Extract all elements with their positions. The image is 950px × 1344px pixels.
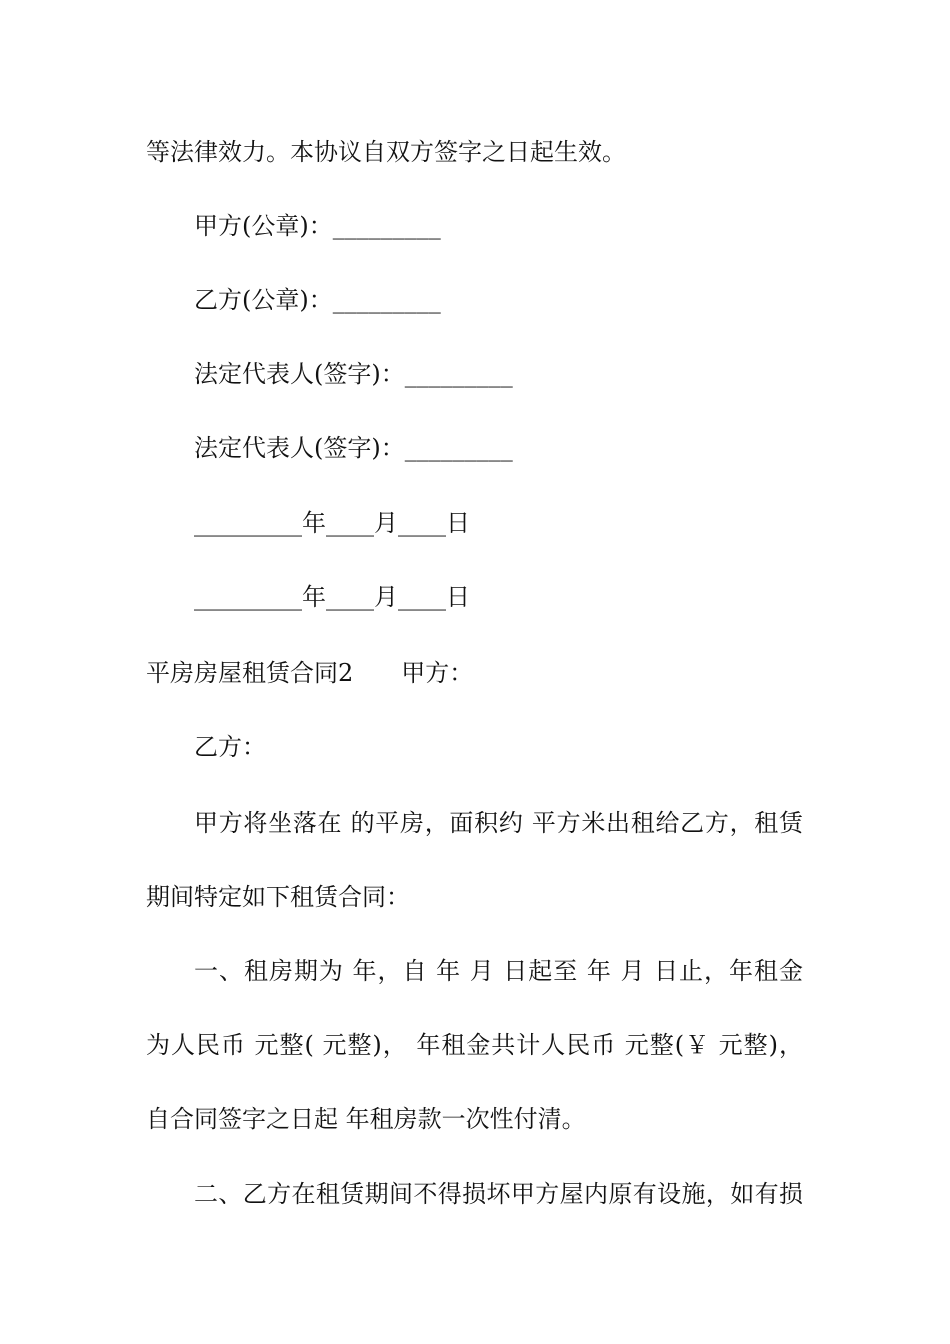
contract-title-line: 平房房屋租赁合同2 甲方：	[146, 659, 474, 687]
clause-one-line: 自合同签字之日起 年租房款一次性付清。	[146, 1105, 586, 1133]
clause-two-line: 二、乙方在租赁期间不得损坏甲方屋内原有设施，如有损	[194, 1180, 803, 1208]
paragraph-line: 期间特定如下租赁合同：	[146, 883, 410, 911]
legal-representative-signature-line: 法定代表人(签字)：_________	[194, 434, 513, 462]
party-b-seal-line: 乙方(公章)：_________	[194, 286, 441, 314]
date-line: _________年____月____日	[194, 509, 470, 537]
date-line: _________年____月____日	[194, 583, 470, 611]
legal-representative-signature-line: 法定代表人(签字)：_________	[194, 360, 513, 388]
paragraph-line: 甲方将坐落在 的平房，面积约 平方米出租给乙方，租赁	[194, 809, 803, 837]
party-b-label: 乙方：	[194, 733, 266, 761]
clause-one-line: 为人民币 元整( 元整)， 年租金共计人民币 元整(￥ 元整)，	[146, 1031, 803, 1059]
clause-one-line: 一、租房期为 年，自 年 月 日起至 年 月 日止，年租金	[194, 957, 803, 985]
party-a-seal-line: 甲方(公章)：_________	[194, 212, 441, 240]
paragraph-line-effective-clause: 等法律效力。本协议自双方签字之日起生效。	[146, 138, 626, 166]
